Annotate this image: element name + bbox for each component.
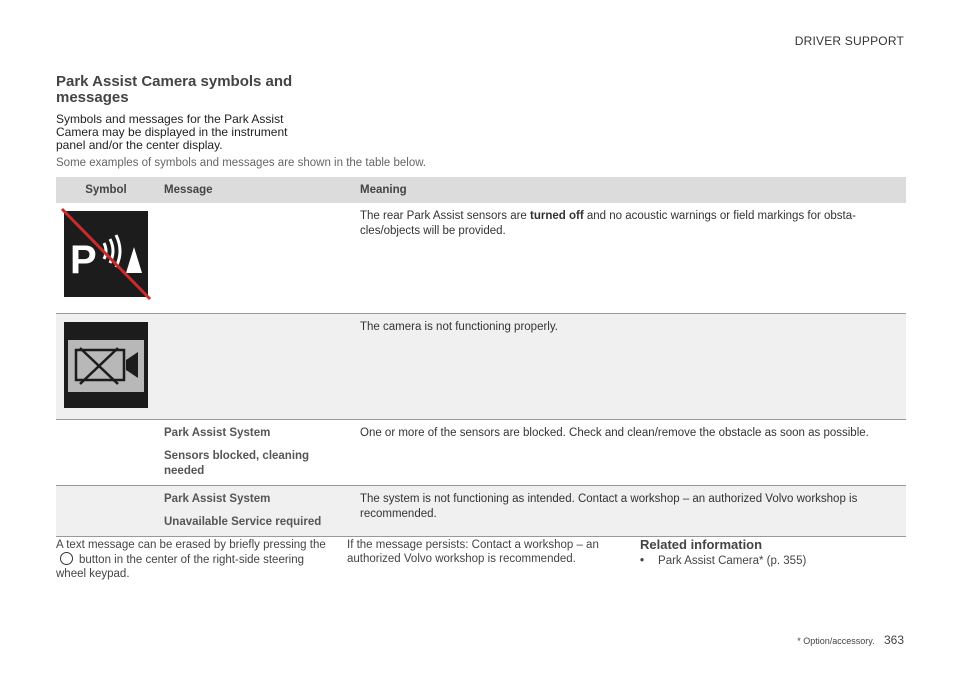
page-footer — [797, 633, 904, 647]
footnote: * Option/accessory. — [797, 636, 875, 646]
park-assist-off-icon — [60, 207, 152, 301]
meaning-emphasis: turned off — [530, 210, 584, 222]
page-title: Park Assist Camera symbols and messages — [56, 73, 293, 106]
symbol-cell — [56, 314, 156, 420]
table-row — [56, 203, 906, 314]
meaning-cell: The rear Park Assist sensors are turned off and no acoustic warnings or field markings for obsta-cles/objects will be provided. — [352, 203, 906, 314]
intro-paragraph: Symbols and messages for the Park Assist Camera may be displayed in the instrument panel and/or the center display. — [56, 112, 288, 152]
message-cell — [156, 314, 352, 420]
page-number: 363 — [883, 633, 904, 647]
message-cell — [156, 486, 352, 537]
table-row — [56, 314, 906, 420]
message-cell — [156, 203, 352, 314]
related-information — [640, 538, 910, 568]
meaning-cell: One or more of the sensors are blocked. Check and clean/remove the obstacle as soon as possible. — [352, 420, 906, 486]
table-note: Some examples of symbols and messages are shown in the table below. — [56, 157, 427, 169]
symbols-table — [56, 177, 906, 537]
related-title: Related information — [640, 537, 763, 552]
section-header: DRIVER SUPPORT — [794, 34, 904, 48]
meaning-cell: The system is not functioning as intended. Contact a workshop – an authorized Volvo workshop is recommended. — [352, 486, 906, 537]
svg-text:P: P — [70, 238, 97, 282]
symbol-cell — [56, 203, 156, 314]
keypad-button-icon — [60, 552, 73, 565]
persist-instruction: If the message persists: Contact a workshop – an authorized Volvo workshop is recommended. — [347, 539, 599, 565]
message-cell — [156, 420, 352, 486]
table-row — [56, 486, 906, 537]
message-title: Park Assist System — [164, 427, 271, 439]
message-subtitle: Unavailable Service required — [164, 516, 322, 528]
symbol-cell — [56, 420, 156, 486]
meaning-cell: The camera is not functioning properly. — [352, 314, 906, 420]
related-link-text[interactable]: Park Assist Camera* (p. 355) — [658, 555, 807, 567]
bullet-icon: • — [640, 555, 645, 567]
camera-malfunction-icon — [60, 318, 152, 410]
table-row — [56, 420, 906, 486]
related-link[interactable] — [640, 554, 910, 568]
message-subtitle: Sensors blocked, cleaning needed — [164, 450, 310, 477]
symbol-cell — [56, 486, 156, 537]
table-header-row — [56, 177, 906, 203]
erase-instruction: A text message can be erased by briefly pressing thebutton in the center of the right-side steering wheel keypad. — [56, 539, 326, 580]
header-symbol: Symbol — [56, 177, 156, 203]
header-message: Message — [156, 177, 352, 203]
header-meaning: Meaning — [352, 177, 906, 203]
message-title: Park Assist System — [164, 493, 271, 505]
